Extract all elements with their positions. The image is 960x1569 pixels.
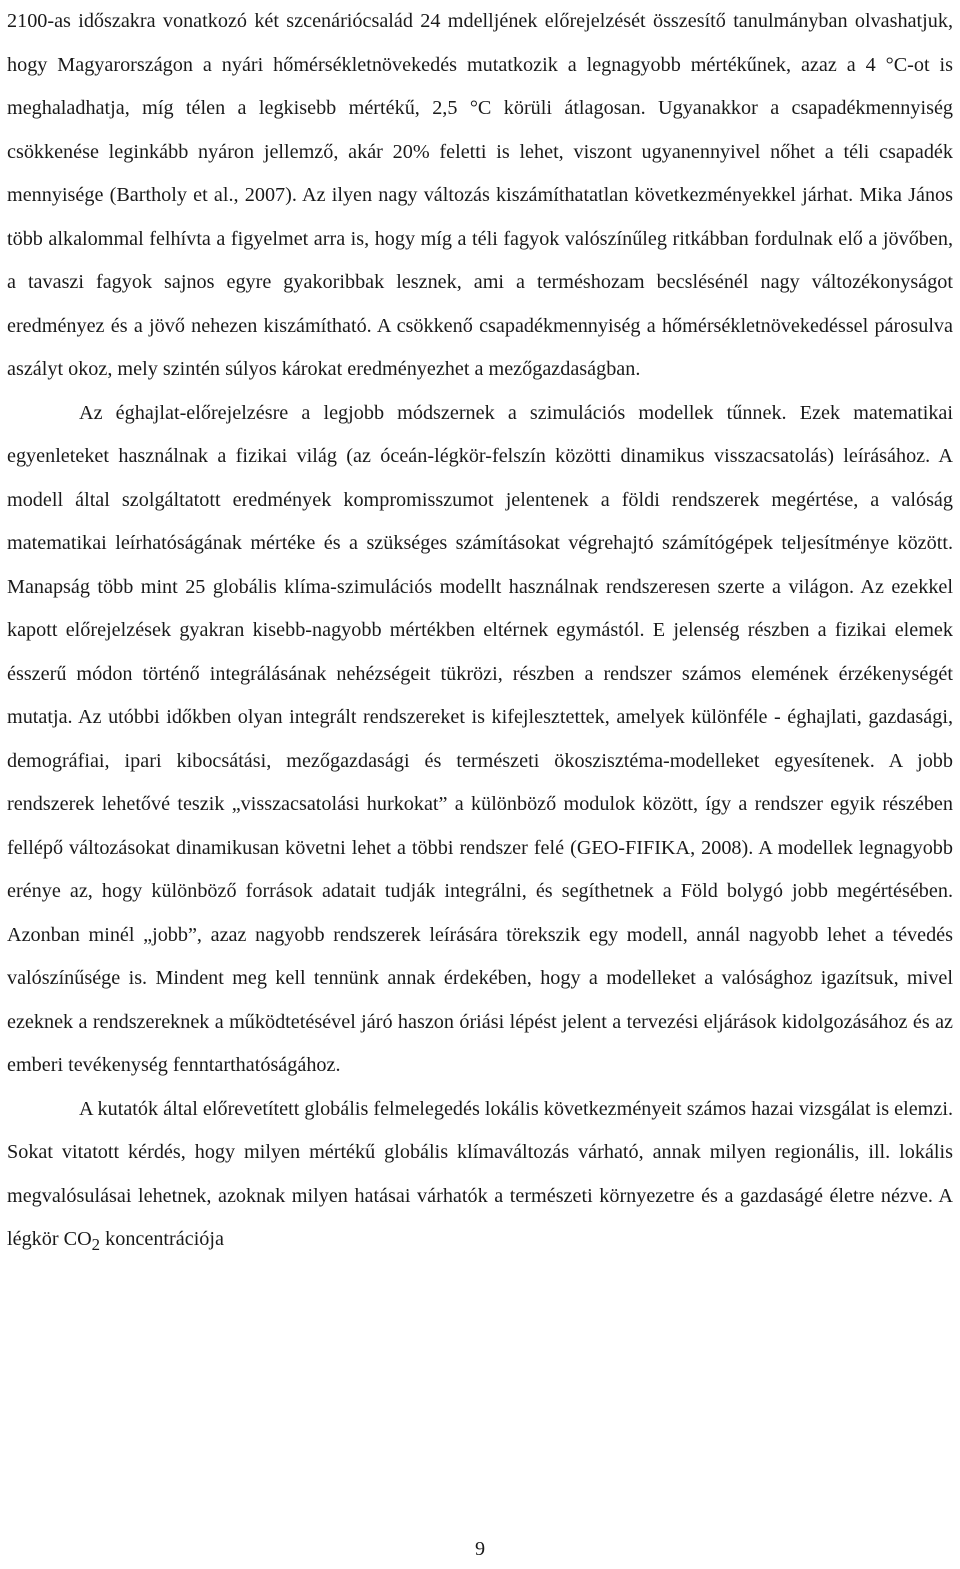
- paragraph-tail: koncentrációja: [100, 1228, 224, 1250]
- paragraph-text: Az éghajlat-előrejelzésre a legjobb módszernek a szimulációs modellek tűnnek. Ezek matematikai egyenleteket használnak a fizikai világ (az óceán-légkör-felszín közötti dinamikus visszacsatolás) leírásához. A modell által szolgáltatott eredmények kompromisszumot jelentenek a földi rendszerek megértése, a valóság matematikai leírhatóságának mértéke és a szükséges számításokat végrehajtó számítógépek teljesítménye között. Manapság több mint 25 globális klíma-szimulációs modellt használnak rendszeresen szerte a világon. Az ezekkel kapott előrejelzések gyakran kisebb-nagyobb mértékben eltérnek egymástól. E jelenség részben a fizikai elemek ésszerű módon történő integrálásának nehézségeit tükrözi, részben a rendszer számos elemének érzékenységét mutatja. Az utóbbi időkben olyan integrált rendszereket is kifejlesztettek, amelyek különféle - éghajlati, gazdasági, demográfiai, ipari kibocsátási, mezőgazdasági és természeti ökoszisztéma-modelleket egyesítenek. A jobb rendszerek lehetővé teszik „visszacsatolási hurkokat” a különböző modulok között, így a rendszer egyik részében fellépő változásokat dinamikusan követni lehet a többi rendszer felé (GEO-FIFIKA, 2008). A modellek legnagyobb erénye az, hogy különböző források adatait tudják integrálni, és segíthetnek a Föld bolygó jobb megértésében. Azonban minél „jobb”, azaz nagyobb rendszerek leírására törekszik egy modell, annál nagyobb lehet a tévedés valószínűsége is. Mindent meg kell tennünk annak érdekében, hogy a modelleket a valósághoz igazítsuk, mivel ezeknek a rendszereknek a működtetésével járó haszon óriási lépést jelent a tervezési eljárások kidolgozásához és az emberi tevékenység fenntarthatóságához.: [7, 401, 953, 1076]
- paragraph-local-consequences: [7, 1088, 953, 1267]
- paragraph-simulation-models: [7, 392, 953, 1088]
- paragraph-text: A kutatók által előrevetített globális felmelegedés lokális következményeit számos hazai vizsgálat is elemzi. Sokat vitatott kérdés, hogy milyen mértékű globális klímaváltozás várható, annak milyen regionális, ill. lokális megvalósulásai lehetnek, azoknak milyen hatásai várhatók a természeti környezetre és a gazdaságé életre nézve. A légkör CO: [7, 1097, 953, 1250]
- paragraph-text: 2100-as időszakra vonatkozó két szcenáriócsalád 24 mdelljének előrejelzését összesítő tanulmányban olvashatjuk, hogy Magyarországon a nyári hőmérsékletnövekedés mutatkozik a legnagyobb mértékűnek, azaz a 4 °C-ot is meghaladhatja, míg télen a legkisebb mértékű, 2,5 °C körüli átlagosan. Ugyanakkor a csapadékmennyiség csökkenése leginkább nyáron jellemző, akár 20% feletti is lehet, viszont ugyanennyivel nőhet a téli csapadék mennyisége (Bartholy et al., 2007). Az ilyen nagy változás kiszámíthatatlan következményekkel járhat. Mika János több alkalommal felhívta a figyelmet arra is, hogy míg a téli fagyok valószínűleg ritkábban fordulnak elő a jövőben, a tavaszi fagyok sajnos egyre gyakoribbak lesznek, ami a terméshozam becslésénél nagy változékonyságot eredményez és a jövő nehezen kiszámítható. A csökkenő csapadékmennyiség a hőmérsékletnövekedéssel párosulva aszályt okoz, mely szintén súlyos károkat eredményezhet a mezőgazdaságban.: [7, 10, 953, 380]
- co2-subscript: 2: [91, 1235, 101, 1255]
- body-text: [7, 0, 953, 1267]
- paragraph-climate-scenarios: [7, 0, 953, 392]
- page-number: 9: [474, 1538, 486, 1560]
